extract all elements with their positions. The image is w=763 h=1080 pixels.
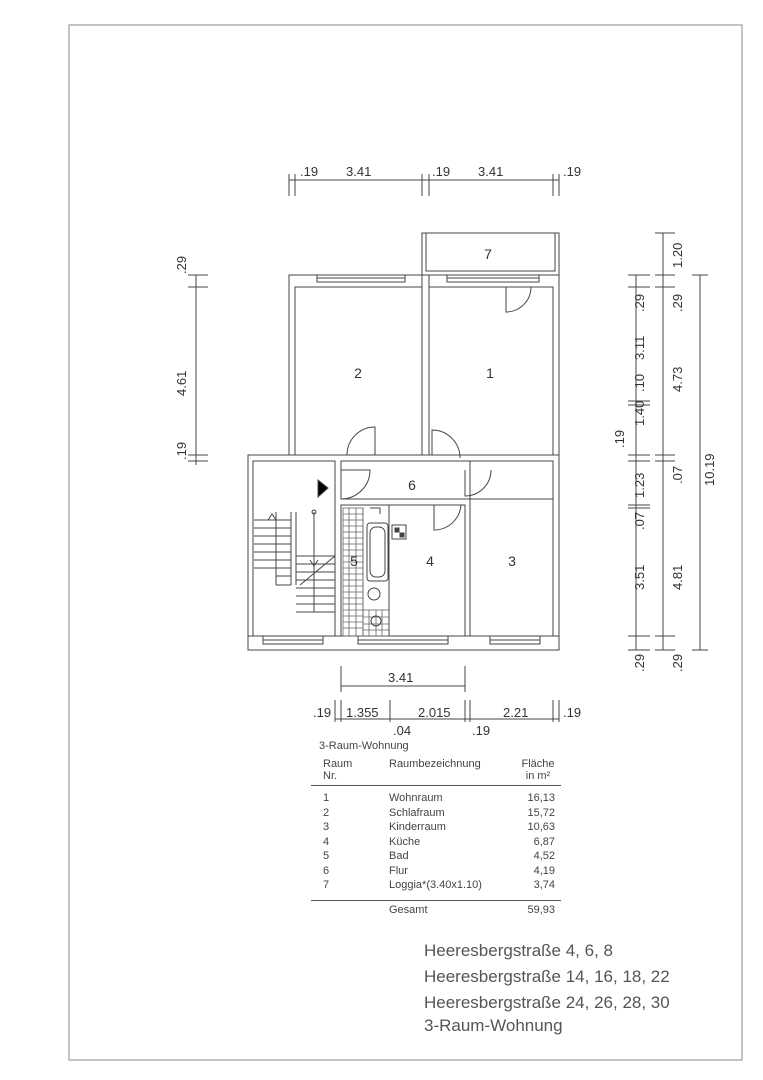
dim-right-outer-4: .07 <box>670 465 685 484</box>
dim-right-outer-5: 4.81 <box>670 564 685 590</box>
dim-bottom-sub-2: .19 <box>472 723 491 738</box>
legend-row <box>311 850 561 865</box>
address-block <box>424 938 670 1036</box>
legend-row-area: 15,72 <box>527 807 555 819</box>
legend-row-nr: 7 <box>323 879 330 891</box>
legend-header-name: Raumbezeichnung <box>389 758 481 770</box>
dim-top-4: 3.41 <box>478 164 504 179</box>
dim-bottom-1: .19 <box>313 705 332 720</box>
legend-row-nr: 2 <box>323 807 330 819</box>
legend-row <box>311 821 561 836</box>
room-label-3: 3 <box>508 553 516 569</box>
room-label-5: 5 <box>350 553 358 569</box>
legend-row-nr: 1 <box>323 792 330 804</box>
dim-bottom-upper: 3.41 <box>388 670 414 685</box>
left-dimension-chain <box>188 275 208 465</box>
legend-row <box>311 807 561 822</box>
legend-row-name: Bad <box>389 850 409 862</box>
legend-row-area: 4,52 <box>533 850 555 862</box>
room-label-2: 2 <box>354 365 362 381</box>
dim-bottom-3: 2.015 <box>418 705 451 720</box>
dim-right-inner-7: .07 <box>632 511 647 530</box>
dim-left-2: 4.61 <box>174 370 189 396</box>
dim-right-total: 10.19 <box>702 453 717 486</box>
room-label-6: 6 <box>408 477 416 493</box>
top-dimension-chain <box>289 174 559 196</box>
legend-row <box>311 836 561 851</box>
dim-right-inner-8: 3.51 <box>632 564 647 590</box>
dim-bottom-2: 1.355 <box>346 705 379 720</box>
legend-total-area: 59,93 <box>527 904 555 916</box>
legend-header-rule <box>311 785 561 786</box>
address-line: Heeresbergstraße 4, 6, 8 <box>424 941 613 960</box>
legend-row-nr: 4 <box>323 836 330 848</box>
bathroom-tiles <box>343 508 389 636</box>
room-label-1: 1 <box>486 365 494 381</box>
dim-bottom-4: 2.21 <box>503 705 529 720</box>
dim-left-1: .29 <box>174 255 189 274</box>
legend-row-name: Kinderraum <box>389 821 446 833</box>
dim-left-3: .19 <box>174 441 189 460</box>
legend-row-nr: 3 <box>323 821 330 833</box>
legend-row-area: 6,87 <box>533 836 555 848</box>
dim-right-inner-4: 1.40 <box>632 400 647 426</box>
apartment-type: 3-Raum-Wohnung <box>424 1016 563 1035</box>
dim-right-inner-3: .10 <box>632 373 647 392</box>
legend-row-area: 3,74 <box>533 879 555 891</box>
legend-row-name: Flur <box>389 865 408 877</box>
dim-right-outer-6: .29 <box>670 653 685 672</box>
legend-row-area: 4,19 <box>533 865 555 877</box>
legend-total-rule <box>311 900 561 901</box>
legend-title: 3-Raum-Wohnung <box>319 740 409 752</box>
legend-total-row <box>311 904 561 919</box>
dim-bottom-5: .19 <box>563 705 582 720</box>
address-line: Heeresbergstraße 14, 16, 18, 22 <box>424 967 670 986</box>
legend-row-nr: 5 <box>323 850 330 862</box>
legend-row-area: 10,63 <box>527 821 555 833</box>
room-label-4: 4 <box>426 553 434 569</box>
dim-right-inner-6: 1.23 <box>632 472 647 498</box>
dim-bottom-sub-1: .04 <box>393 723 412 738</box>
sink <box>368 588 380 600</box>
dim-top-2: 3.41 <box>346 164 372 179</box>
legend-row-name: Schlafraum <box>389 807 445 819</box>
dim-top-1: .19 <box>300 164 319 179</box>
legend-row-area: 16,13 <box>527 792 555 804</box>
legend-row <box>311 879 561 894</box>
dim-right-outer-3: 4.73 <box>670 366 685 392</box>
dim-right-inner-2: 3.11 <box>632 335 647 360</box>
legend-row <box>311 792 561 807</box>
floor-plan <box>248 233 559 650</box>
legend-row-name: Wohnraum <box>389 792 443 804</box>
legend-row-name: Loggia*(3.40x1.10) <box>389 879 482 891</box>
address-line: Heeresbergstraße 24, 26, 28, 30 <box>424 993 670 1012</box>
legend-row-nr: 6 <box>323 865 330 877</box>
dim-top-5: .19 <box>563 164 582 179</box>
legend-total-label: Gesamt <box>389 904 428 916</box>
legend-row <box>311 865 561 880</box>
legend-header-nr: Raum Nr. <box>323 758 353 782</box>
legend-row-name: Küche <box>389 836 421 848</box>
stairwell <box>254 510 335 612</box>
dim-right-outer-2: .29 <box>670 293 685 312</box>
dim-right-inner-5: .19 <box>612 429 627 448</box>
room-label-7: 7 <box>484 246 492 262</box>
dim-right-outer-1: 1.20 <box>670 242 685 268</box>
dim-top-3: .19 <box>432 164 451 179</box>
dim-right-inner-1: .29 <box>632 293 647 312</box>
dim-right-inner-9: .29 <box>632 653 647 672</box>
legend-header-area: Fläche in m² <box>521 758 555 782</box>
